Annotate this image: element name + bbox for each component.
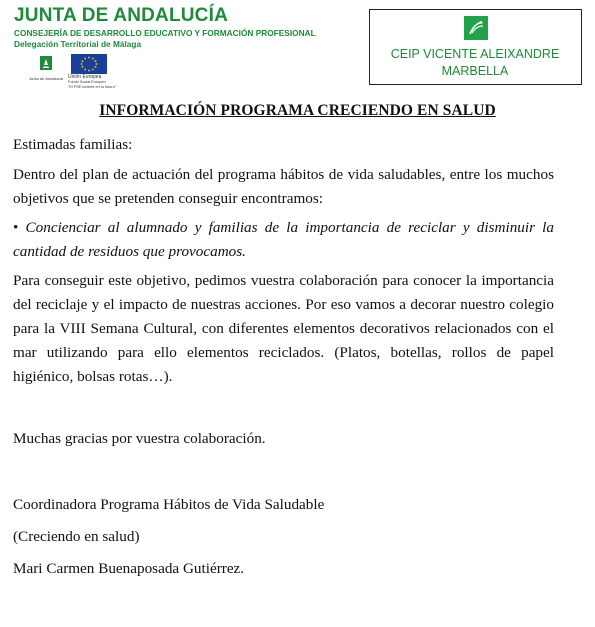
intro-paragraph: Dentro del plan de actuación del programa hábitos de vida saludables, entre los muchos objetivos que se pretenden conseguir encontramos: (13, 166, 554, 207)
school-name-line2: MARBELLA (441, 64, 509, 78)
signature-program: (Creciendo en salud) (13, 528, 140, 545)
organization-name: JUNTA DE ANDALUCÍA (14, 5, 229, 26)
objective-bullet (13, 216, 554, 264)
eu-motto: "El FSE invierte en tu futuro" (68, 84, 117, 89)
junta-andalucia-emblem-icon (26, 54, 66, 76)
thanks-line: Muchas gracias por vuestra colaboración. (13, 430, 266, 447)
department-name: CONSEJERÍA DE DESARROLLO EDUCATIVO Y FORMACIÓN PROFESIONAL (14, 28, 316, 38)
eu-label: Unión Europea (68, 74, 102, 80)
signature-role: Coordinadora Programa Hábitos de Vida Saludable (13, 496, 325, 513)
school-name (370, 46, 580, 80)
school-logo-icon (464, 16, 488, 40)
eu-flag-icon (71, 54, 107, 74)
school-name-line1: CEIP VICENTE ALEIXANDRE (390, 47, 560, 61)
delegation-name: Delegación Territorial de Málaga (14, 39, 142, 49)
eu-logo (68, 54, 128, 88)
junta-andalucia-logo (26, 54, 66, 88)
signature-name: Mari Carmen Buenaposada Gutiérrez. (13, 560, 245, 577)
document-body (13, 133, 554, 581)
body-paragraph: Para conseguir este objetivo, pedimos vuestra colaboración para conocer la importancia del reciclaje y el impacto de nuestras acciones. Por eso vamos a decorar nuestro colegio para la VIII Semana Cultural, con diferentes elementos decorativos relacionados con el mar utilizando para ello elementos reciclados. (Platos, botellas, rollos de papel higiénico, bolsas rotas…). (13, 272, 554, 385)
document-title: INFORMACIÓN PROGRAMA CRECIENDO EN SALUD (99, 102, 496, 119)
greeting: Estimadas familias: (13, 136, 133, 153)
letterhead (0, 0, 595, 96)
organization-block (14, 6, 344, 50)
bullet-marker: • (13, 219, 19, 236)
school-badge (369, 9, 582, 85)
objective-text: Concienciar al alumnado y familias de la importancia de reciclar y disminuir la cantidad de residuos que provocamos. (13, 219, 555, 260)
eu-fund-label: Fondo Social Europeo (68, 80, 106, 84)
junta-andalucia-caption: Junta de Andalucía (28, 76, 64, 81)
eu-caption (68, 74, 128, 89)
